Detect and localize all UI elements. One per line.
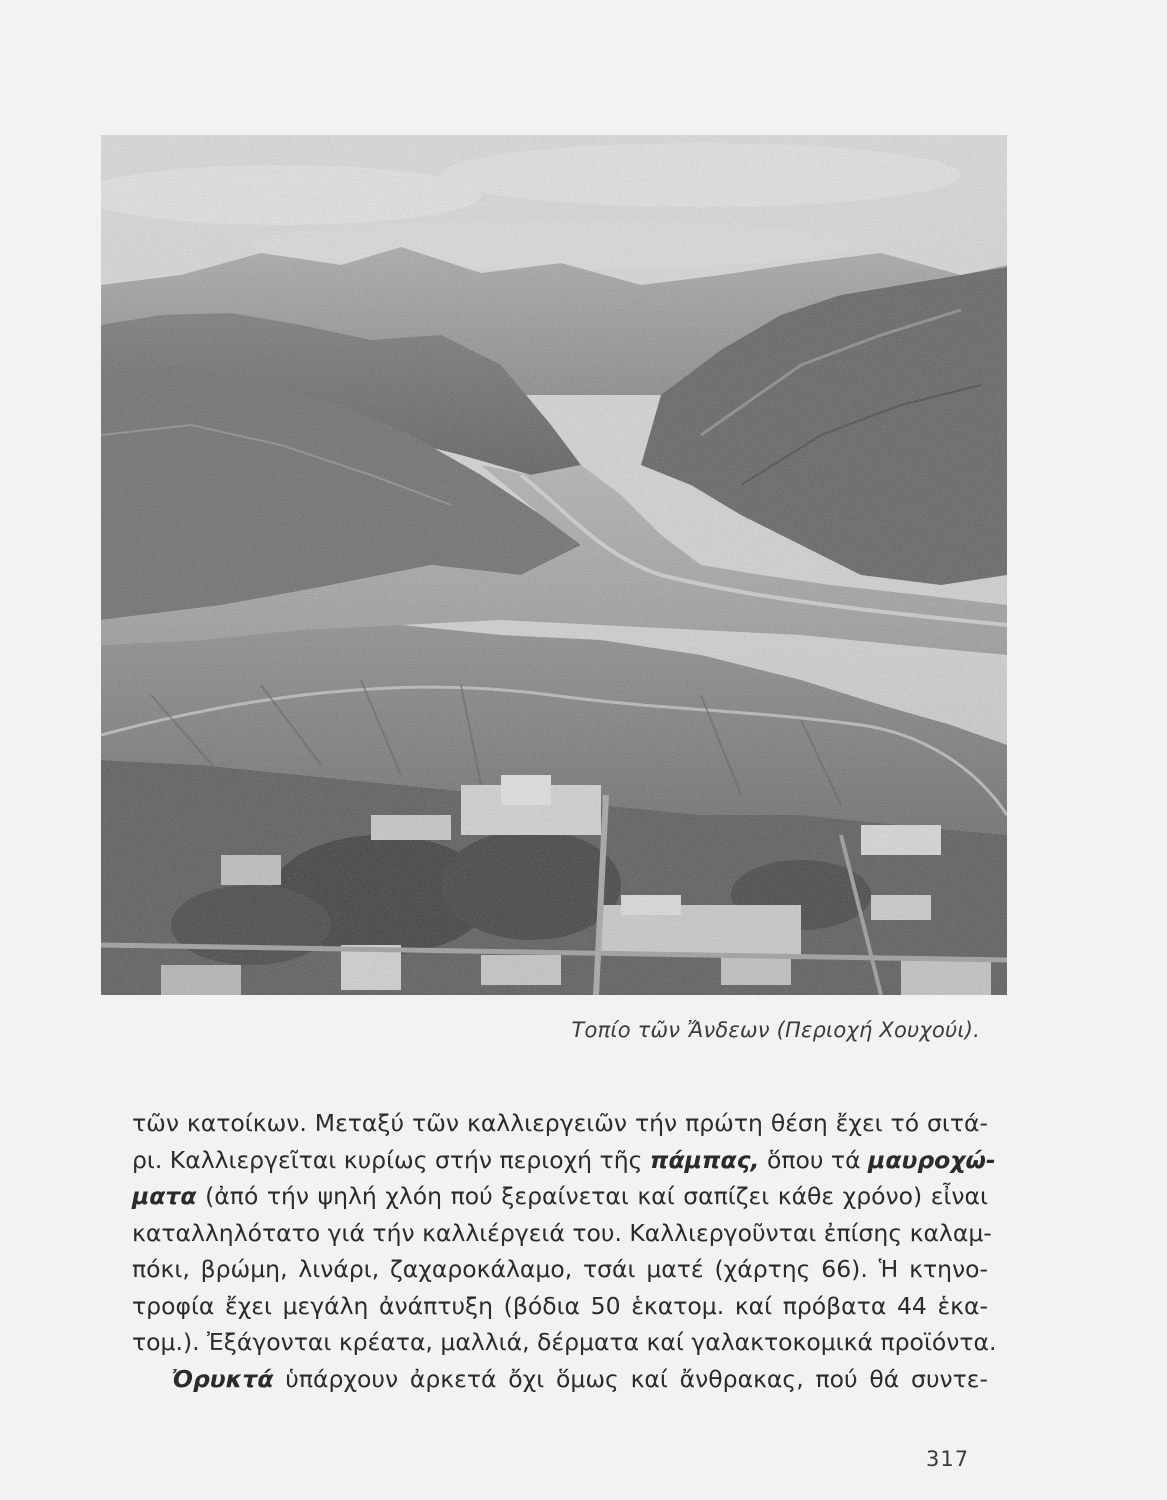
body-text <box>132 1105 997 1397</box>
text-line: ματα (ἀπό τήν ψηλή χλόη πού ξεραίνεται καί σαπίζει κάθε χρόνο) εἶναι <box>132 1182 988 1210</box>
term-pampas: πάμπας, <box>649 1145 760 1174</box>
term-mavrochomata-cont: ματα <box>132 1182 197 1210</box>
andes-landscape-illustration <box>101 135 1007 995</box>
text-line: τῶν κατοίκων. Μεταξύ τῶν καλλιεργειῶν τήν πρώτη θέση ἔχει τό σιτά- <box>132 1109 988 1137</box>
page-number: 317 <box>926 1447 970 1471</box>
text-line: πόκι, βρώμη, λινάρι, ζαχαροκάλαμο, τσάι ματέ (χάρτης 66). Ἡ κτηνο- <box>132 1255 988 1283</box>
text-line: καταλληλότατο γιά τήν καλλιέργειά του. Καλλιεργοῦνται ἐπίσης καλαμ- <box>132 1218 992 1247</box>
text-line: ρι. Καλλιεργεῖται κυρίως στήν περιοχή τῆς πάμπας, ὅπου τά μαυροχώ- <box>132 1145 996 1174</box>
term-mavrochomata: μαυροχώ- <box>868 1145 996 1174</box>
text-line: τροφία ἔχει μεγάλη ἀνάπτυξη (βόδια 50 ἑκατομ. καί πρόβατα 44 ἑκα- <box>132 1291 988 1320</box>
term-oryktа: Ὀρυκτά <box>172 1364 274 1393</box>
text-line: τομ.). Ἐξάγονται κρέατα, μαλλιά, δέρματα καί γαλακτοκομικά προϊόντα. <box>132 1328 997 1356</box>
photo-caption: Τοπίο τῶν Ἄνδεων (Περιοχή Χουχούι). <box>571 1018 980 1042</box>
text-line: Ὀρυκτά ὑπάρχουν ἀρκετά ὄχι ὅμως καί ἄνθρακας, πού θά συντε- <box>172 1364 988 1393</box>
landscape-photo <box>101 135 1007 995</box>
